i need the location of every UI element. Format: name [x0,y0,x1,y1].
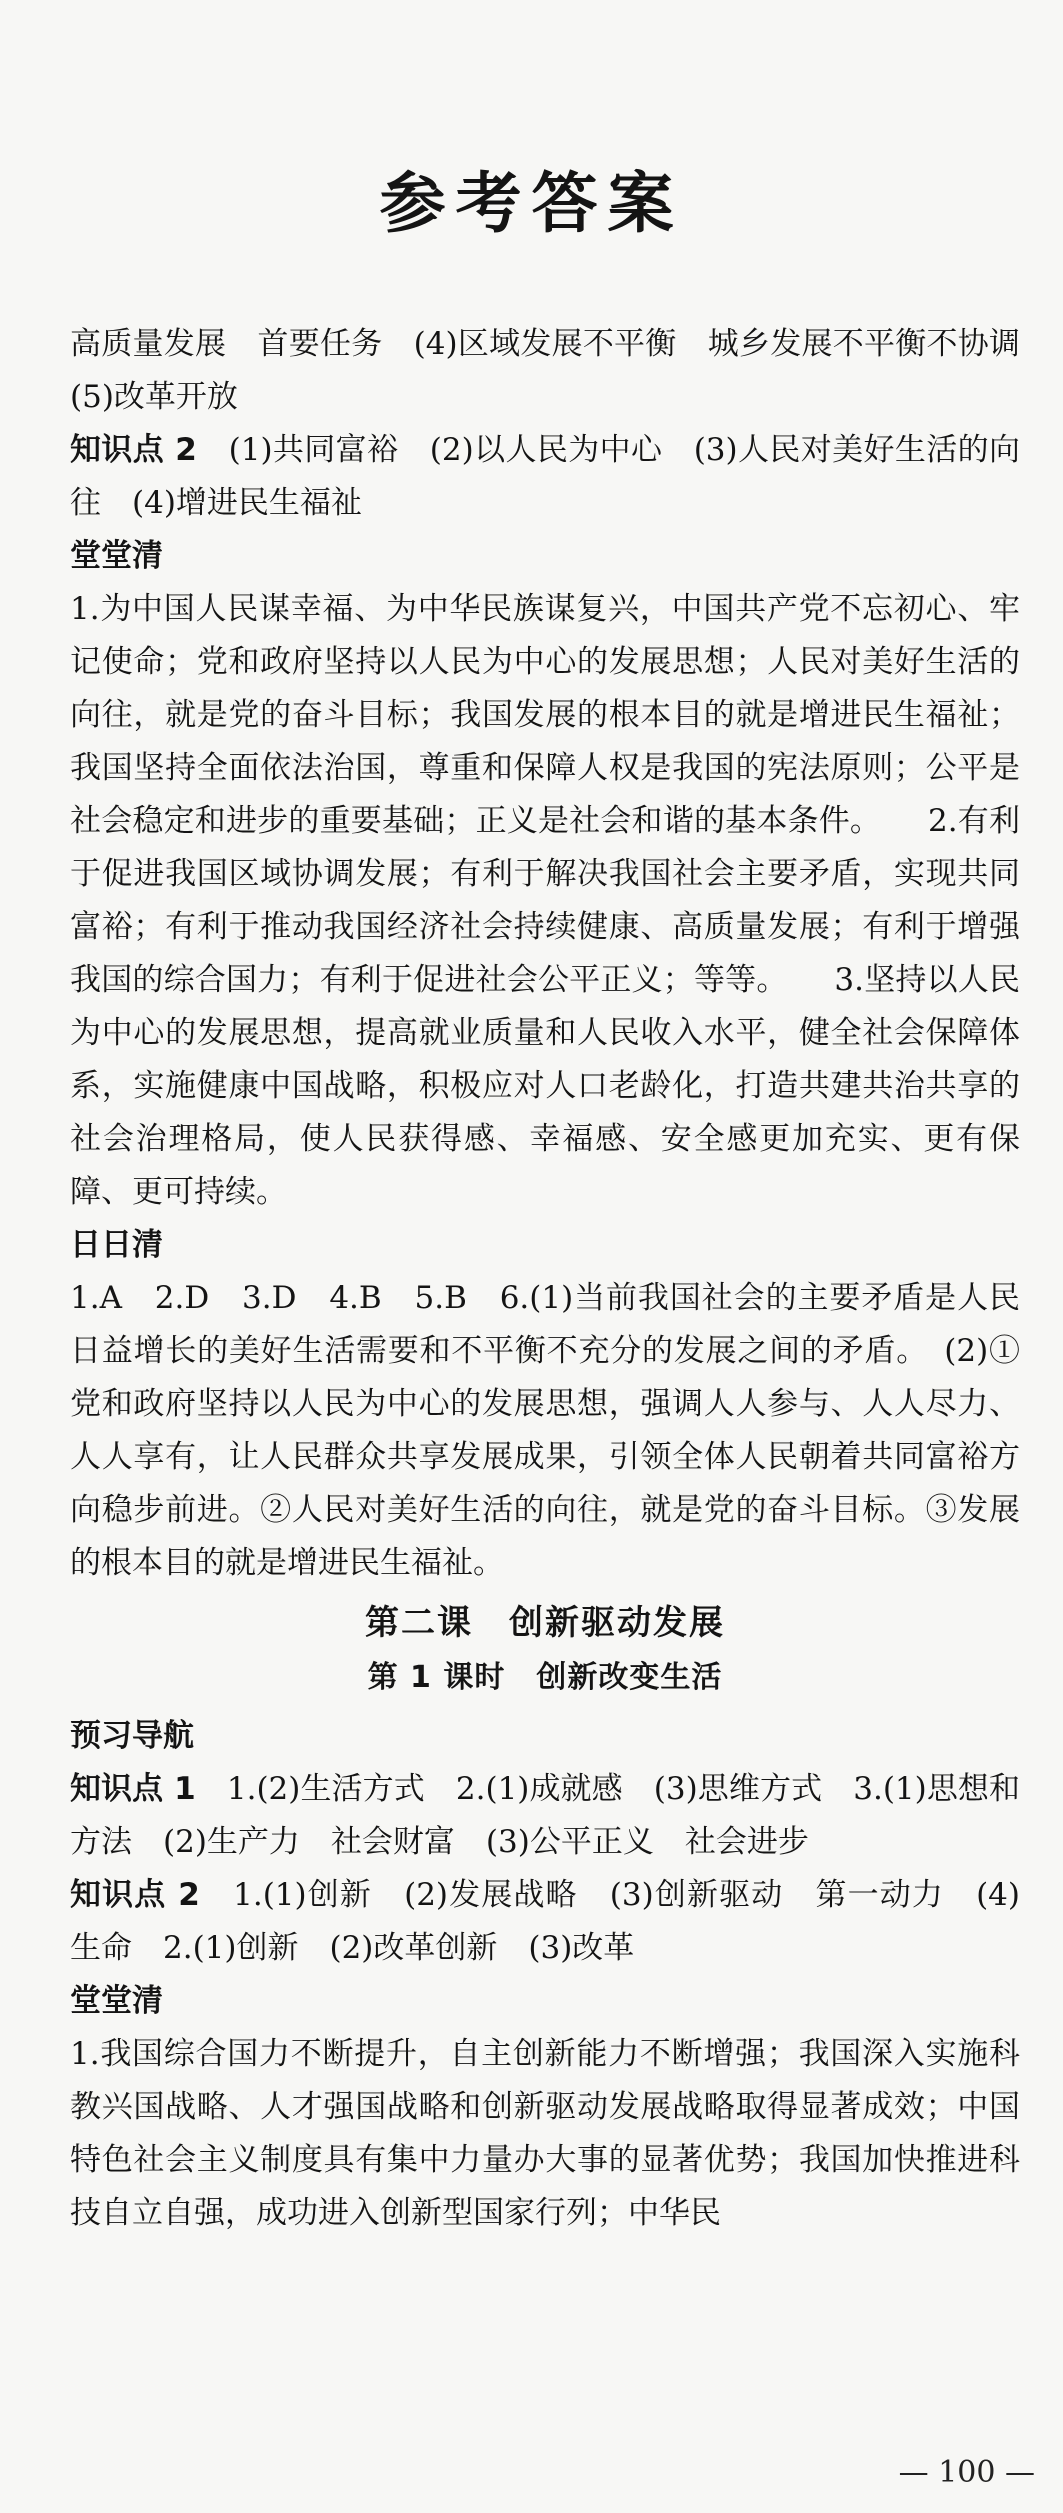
lesson-heading: 第二课 创新驱动发展 [365,1603,725,1643]
knowledge-point [70,1869,1020,1975]
section-heading: 堂堂清 [70,538,163,574]
answer-paragraph: 1.为中国人民谋幸福、为中华民族谋复兴，中国共产党不忘初心、牢记使命；党和政府坚持以人民为中心的发展思想；人民对美好生活的向往，就是党的奋斗目标；我国发展的根本目的就是增进民生福祉；我国坚持全面依法治国，尊重和保障人权是我国的宪法原则；公平是社会稳定和进步的重要基础；正义是社会和谐的基本条件。 2.有利于促进我国区域协调发展；有利于解决我国社会主要矛盾，实现共同富裕；有利于推动我国经济社会持续健康、高质量发展；有利于增强我国的综合国力；有利于促进社会公平正义；等等。 3.坚持以人民为中心的发展思想，提高就业质量和人民收入水平，健全社会保障体系，实施健康中国战略，积极应对人口老龄化，打造共建共治共享的社会治理格局，使人民获得感、幸福感、安全感更加充实、更有保障、更可持续。 [70,591,1020,1210]
section-heading: 日日清 [70,1227,163,1263]
knowledge-point [70,1763,1020,1869]
section-heading: 堂堂清 [70,1983,163,2019]
answer-paragraph: 1.A 2.D 3.D 4.B 5.B 6.(1)当前我国社会的主要矛盾是人民日益增长的美好生活需要和不平衡不充分的发展之间的矛盾。 (2)①党和政府坚持以人民为中心的发展思想，强调人人参与、人人尽力、人人享有，让人民群众共享发展成果，引领全体人民朝着共同富裕方向稳步前进。②人民对美好生活的向往，就是党的奋斗目标。③发展的根本目的就是增进民生福祉。 [70,1280,1020,1581]
page-number: — 100 — [898,2455,1035,2490]
answer-paragraph: 高质量发展 首要任务 (4)区域发展不平衡 城乡发展不平衡不协调 (5)改革开放 [70,326,1051,415]
knowledge-point-label: 知识点 2 [70,432,197,468]
knowledge-point-text: 1.(1)创新 (2)发展战略 (3)创新驱动 第一动力 (4)生命 2.(1)创新 (2)改革创新 (3)改革 [70,1877,1020,1966]
answer-paragraph: 1.我国综合国力不断提升，自主创新能力不断增强；我国深入实施科教兴国战略、人才强国战略和创新驱动发展战略取得显著成效；中国特色社会主义制度具有集中力量办大事的显著优势；我国加快推进科技自立自强，成功进入创新型国家行列；中华民 [70,2036,1020,2231]
answer-content [70,318,1051,2240]
lesson-subheading: 第 1 课时 创新改变生活 [367,1660,723,1695]
knowledge-point-text: (1)共同富裕 (2)以人民为中心 (3)人民对美好生活的向往 (4)增进民生福祉 [70,432,1020,521]
knowledge-point [70,424,1020,530]
page-title: 参考答案 [379,164,684,242]
knowledge-point-label: 知识点 2 [70,1877,200,1913]
knowledge-point-text: 1.(2)生活方式 2.(1)成就感 (3)思维方式 3.(1)思想和方法 (2)生产力 社会财富 (3)公平正义 社会进步 [70,1771,1020,1860]
knowledge-point-label: 知识点 1 [70,1771,196,1807]
section-heading: 预习导航 [70,1718,194,1754]
